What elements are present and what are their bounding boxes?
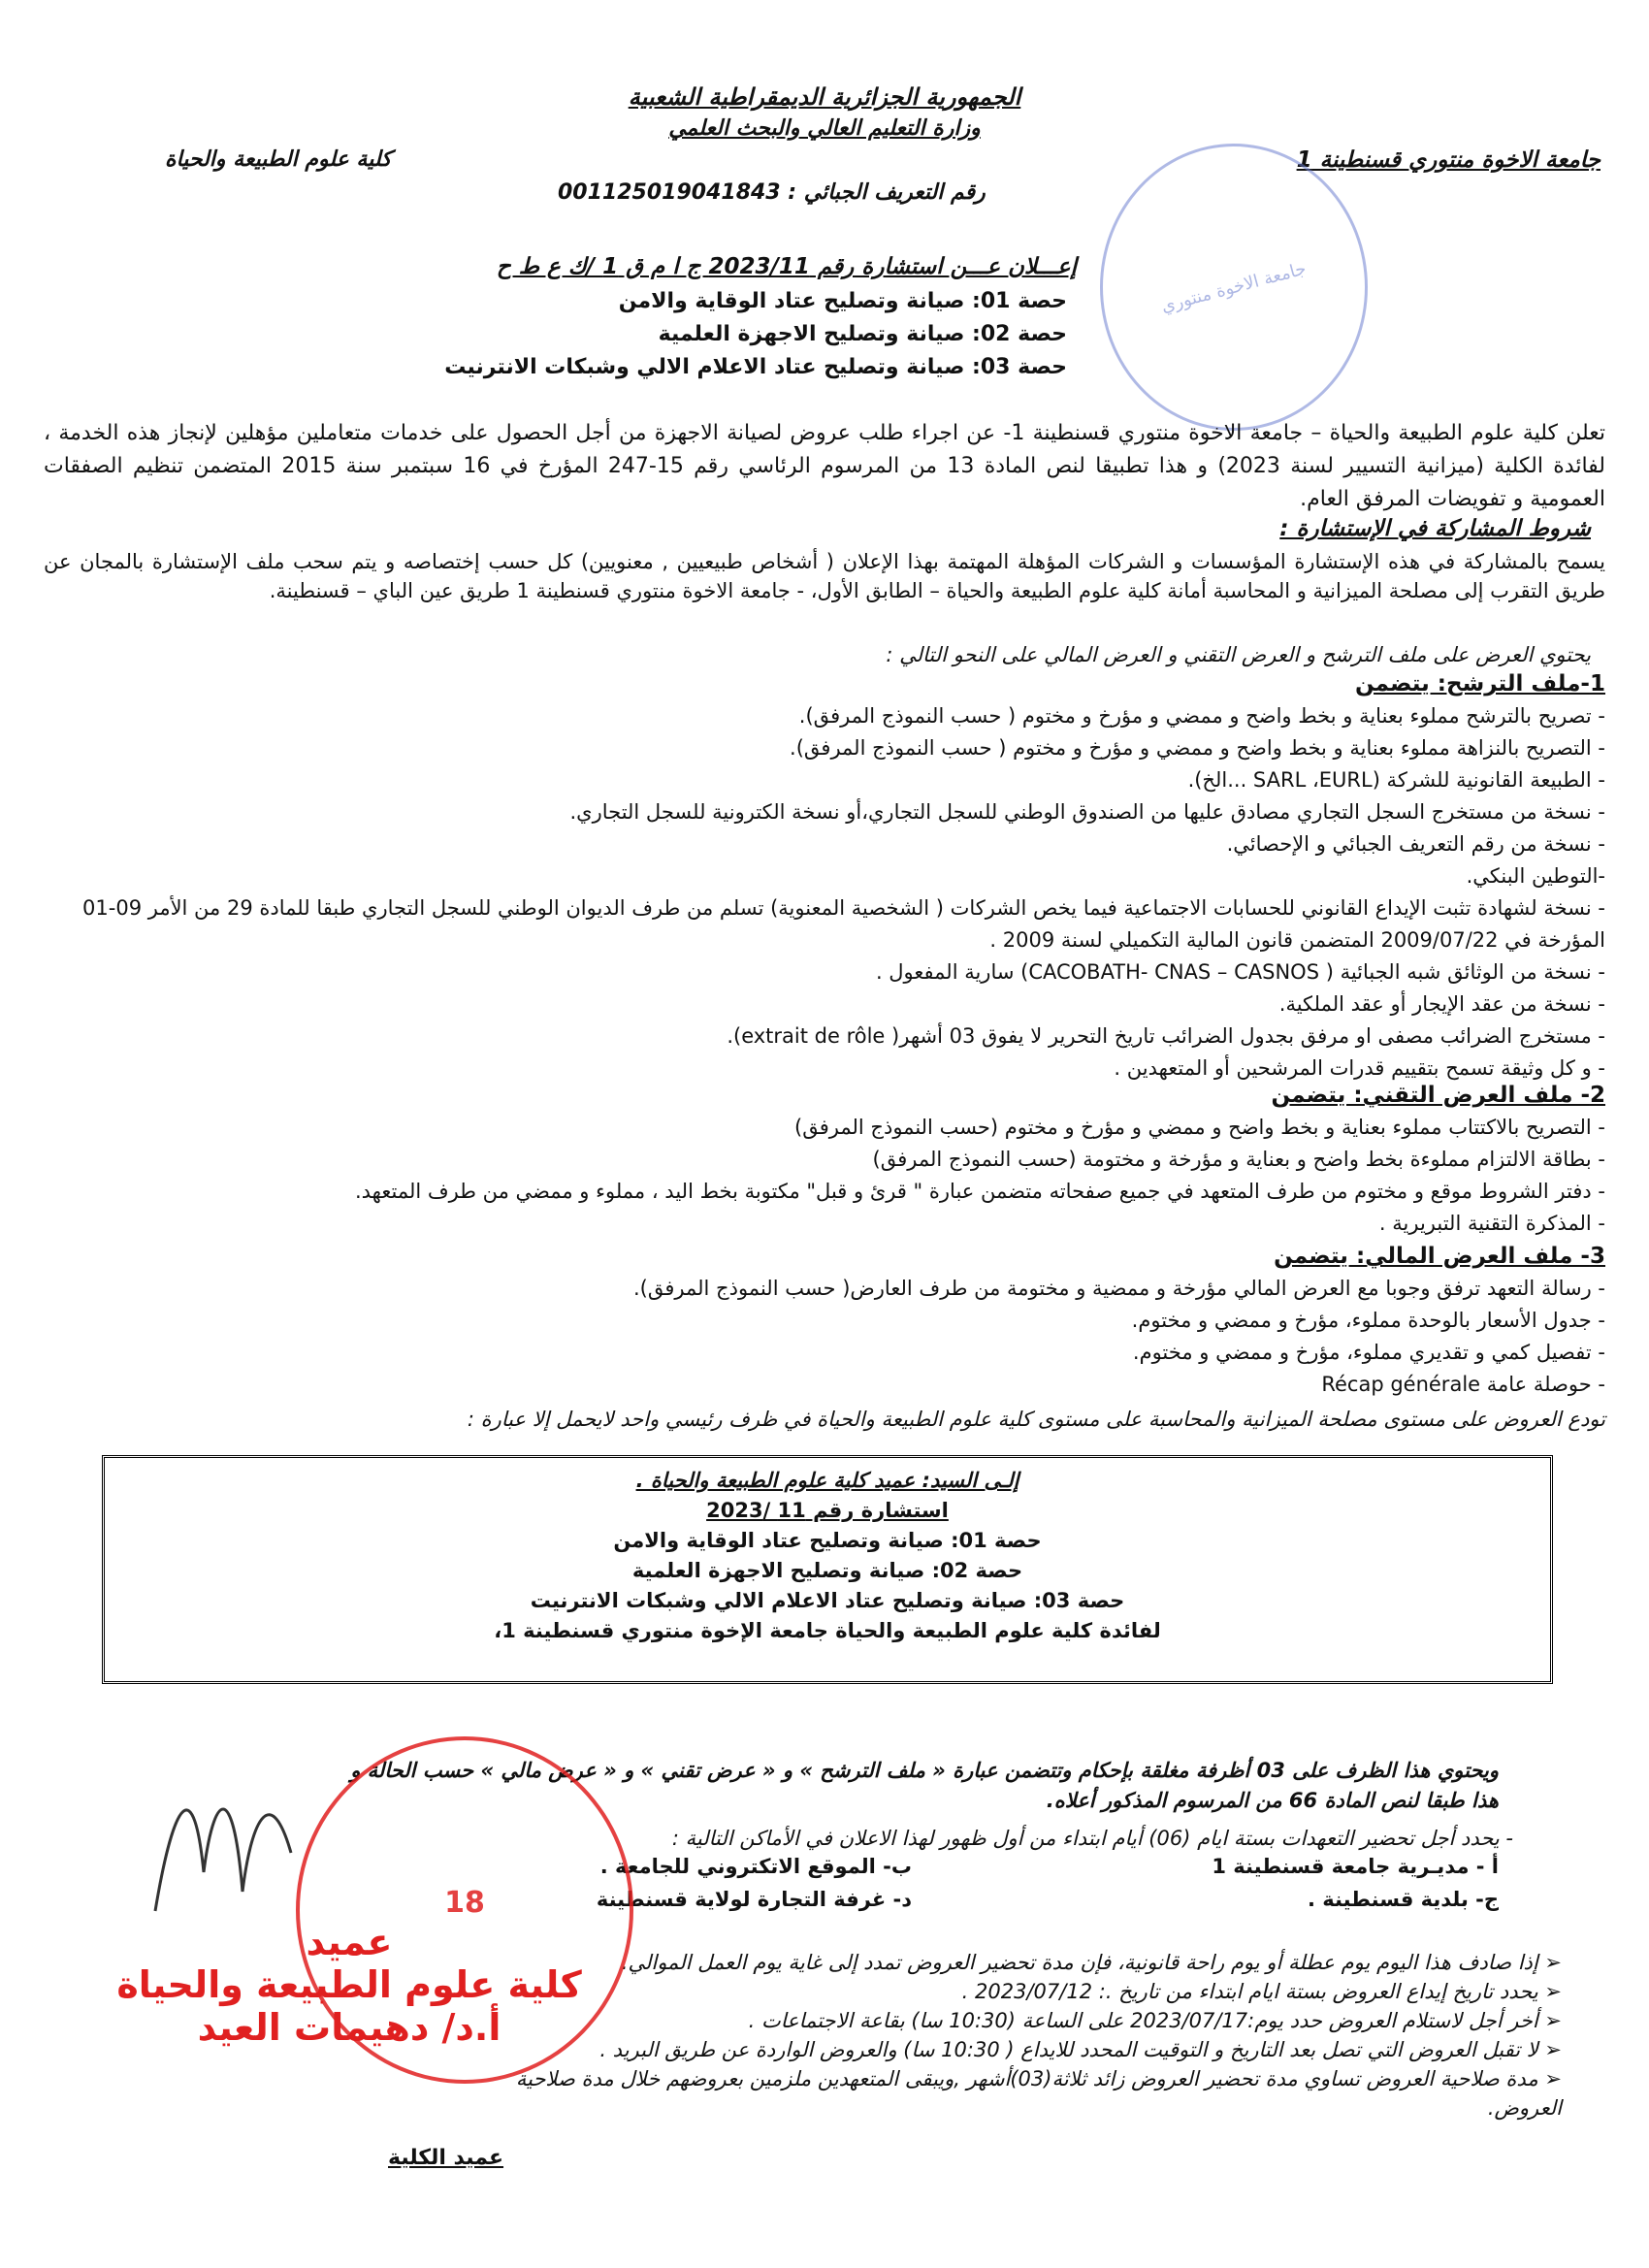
university-stamp-icon [1100, 144, 1368, 431]
list-item: - تصريح بالترشح مملوء بعناية و بخط واضح و ممضي و مؤرخ و مختوم ( حسب النموذج المرفق). [798, 704, 1605, 728]
lot-3: حصة 03: صيانة وتصليح عتاد الاعلام الالي وشبكات الانترنيت [444, 355, 1067, 379]
place-b: ب- الموقع الاتكتروني للجامعة . [599, 1855, 912, 1878]
list-item: ➢ إذا صادف هذا اليوم يوم عطلة أو يوم راحة قانونية، فإن مدة تحضير العروض تمدد إلى غاية يوم العمل الموالي. [621, 1951, 1562, 1974]
list-item: - نسخة من مستخرج السجل التجاري مصادق عليها من الصندوق الوطني للسجل التجاري،أو نسخة الكترونية للسجل التجاري. [569, 800, 1605, 824]
list-item: - بطاقة الالتزام مملوءة بخط واضح و بعناية و مؤرخة و مختومة (حسب النموذج المرفق) [872, 1148, 1605, 1171]
envelope-lot-3: حصة 03: صيانة وتصليح عتاد الاعلام الالي وشبكات الانترنيت [530, 1589, 1125, 1612]
faculty-name: كلية علوم الطبيعة والحياة [165, 147, 392, 172]
lot-2: حصة 02: صيانة وتصليح الاجهزة العلمية [658, 322, 1067, 346]
signature-title-red: عميد [306, 1921, 393, 1963]
list-item: - المذكرة التقنية التبريرية . [1378, 1212, 1605, 1235]
list-item: - نسخة من رقم التعريف الجبائي و الإحصائي. [1226, 832, 1605, 856]
list-item: - الطبيعة القانونية للشركة (SARL ،EURL ...الخ). [1187, 768, 1605, 792]
envelope-lot-1: حصة 01: صيانة وتصليح عتاد الوقاية والامن [613, 1529, 1042, 1552]
republic-title: الجمهورية الجزائرية الديمقراطية الشعبية [628, 83, 1021, 111]
envelope-box [102, 1455, 1553, 1684]
announcement-title: إعـــلان عـــن استشارة رقم 2023/11 ج ا م ق 1 /ك ع ط ح [496, 254, 1077, 279]
candidacy-heading: 1-ملف الترشح: يتضمن [1354, 671, 1605, 697]
list-item: - نسخة من عقد الإيجار أو عقد الملكية. [1278, 992, 1605, 1016]
university-name: جامعة الاخوة منتوري قسنطينة 1 [1296, 147, 1600, 173]
tax-id: رقم التعريف الجبائي : 001125019041843 [558, 180, 986, 205]
candidacy-list [44, 700, 1605, 1085]
list-item: ➢ أخر أجل لاستلام العروض حدد يوم:2023/07/17 على الساعة (10:30 سا) بقاعة الاجتماعات . [748, 2009, 1562, 2032]
lot-1: حصة 01: صيانة وتصليح عتاد الوقاية والامن [618, 289, 1067, 313]
list-item: - نسخة لشهادة تثبت الإيداع القانوني للحسابات الاجتماعية فيما يخص الشركات ( الشخصية المعنوية) تسلم من طرف الديوان الوطني للسجل التجاري طبقا للمادة 29 من الأمر 09-01 المؤرخة في 2009/07/22 المتضمن قانون المالية التكميلي لسنة 2009 . [82, 896, 1605, 952]
place-d: د- غرفة التجارة لولاية قسنطينة [596, 1888, 912, 1911]
list-item: -التوطين البنكي. [1466, 864, 1605, 888]
deadline-intro: - يحدد أجل تحضير التعهدات بستة ايام (06) أيام ابتداء من أول ظهور لهذا الاعلان في الأماكن التالية : [671, 1827, 1513, 1850]
envelope-beneficiary: لفائدة كلية علوم الطبيعة والحياة جامعة الإخوة منتوري قسنطينة 1، [494, 1619, 1161, 1642]
envelope-consultation: استشارة رقم 11 /2023 [706, 1499, 949, 1522]
financial-heading: 3- ملف العرض المالي: يتضمن [1274, 1244, 1605, 1269]
list-item: - نسخة من الوثائق شبه الجبائية ( CACOBATH- CNAS – CASNOS) سارية المفعول . [875, 960, 1605, 984]
envelope-lot-2: حصة 02: صيانة وتصليح الاجهزة العلمية [631, 1559, 1023, 1582]
signature-icon [136, 1756, 330, 1930]
stamp-number: 18 [444, 1886, 485, 1920]
signature-faculty-red: كلية علوم الطبيعة والحياة [116, 1963, 582, 2006]
offer-contents: يحتوي العرض على ملف الترشح و العرض التقني و العرض المالي على النحو التالي : [886, 643, 1591, 666]
list-item: - رسالة التعهد ترفق وجوبا مع العرض المالي مؤرخة و ممضية و مختومة من طرف العارض( حسب النموذج المرفق). [633, 1277, 1605, 1300]
list-item: ➢ لا تقبل العروض التي تصل بعد التاريخ و التوقيت المحدد للايداع ( 10:30 سا) والعروض الواردة عن طريق البريد . [599, 2038, 1562, 2061]
envelopes-note: ويحتوي هذا الظرف على 03 أظرفة مغلقة بإحكام وتتضمن عبارة « ملف الترشح » و « عرض تقني » و « عرض مالي » حسب الحالة و هذا طبقا لنص المادة 66 من المرسوم المذكور أعلاه. [350, 1759, 1499, 1812]
signature-name-red: أ.د/ دهيمات العيد [197, 2006, 501, 2049]
place-a: أ - مديـرية جامعة قسنطينة 1 [1212, 1855, 1499, 1878]
deposit-instructions: تودع العروض على مستوى مصلحة الميزانية والمحاسبة على مستوى كلية علوم الطبيعة والحياة في ظرف رئيسي واحد لايحمل إلا عبارة : [467, 1408, 1605, 1431]
ministry-title: وزارة التعليم العالي والبحث العلمي [668, 116, 981, 141]
dean-signature-block [39, 1921, 660, 2049]
list-item: - دفتر الشروط موقع و مختوم من طرف المتعهد في جميع صفحاته متضمن عبارة " قرئ و قبل" مكتوبة بخط اليد ، مملوء و ممضي من طرف المتعهد. [354, 1180, 1605, 1203]
dean-title: عميد الكلية [388, 2146, 504, 2170]
technical-heading: 2- ملف العرض التقني: يتضمن [1271, 1083, 1605, 1108]
envelope-recipient: إلـى السيد: عميد كلية علوم الطبيعة والحياة . [635, 1469, 1019, 1492]
list-item: - حوصلة عامة Récap générale [1321, 1373, 1605, 1396]
intro-paragraph: تعلن كلية علوم الطبيعة والحياة – جامعة الاخوة منتوري قسنطينة 1- عن اجراء طلب عروض لصيانة الاجهزة من أجل الحصول على خدمات متعاملين مؤهلين لإنجاز هذه الخدمة ، لفائدة الكلية (ميزانية التسيير لسنة 2023) و هذا تطبيقا لنص المادة 13 من المرسوم الرئاسي رقم 15-247 المؤرخ في 16 سبتمبر سنة 2015 المتضمن تنظيم الصفقات العمومية و تفويضات المرفق العام. [44, 421, 1605, 511]
list-item: - تفصيل كمي و تقديري مملوء، مؤرخ و ممضي و مختوم. [1132, 1341, 1605, 1364]
list-item: - جدول الأسعار بالوحدة مملوء، مؤرخ و ممضي و مختوم. [1131, 1309, 1605, 1332]
list-item: - التصريح بالنزاهة مملوء بعناية و بخط واضح و ممضي و مؤرخ و مختوم ( حسب النموذج المرفق). [790, 736, 1605, 760]
list-item: ➢ يحدد تاريخ إيداع العروض بستة ايام ابتداء من تاريخ .: 2023/07/12 . [961, 1980, 1562, 2003]
financial-list [44, 1273, 1605, 1401]
list-item: ➢ مدة صلاحية العروض تساوي مدة تحضير العروض زائد ثلاثة(03)أشهر ,ويبقى المتعهدين ملزمين بعروضهم خلال مدة صلاحية العروض. [515, 2067, 1562, 2120]
list-item: - التصريح بالاكتتاب مملوء بعناية و بخط واضح و ممضي و مؤرخ و مختوم (حسب النموذج المرفق) [794, 1116, 1605, 1139]
conditions-text: يسمح بالمشاركة في هذه الإستشارة المؤسسات و الشركات المؤهلة المهتمة بهذا الإعلان ( أشخاص طبيعيين , معنويين) كل حسب إختصاصه و يتم سحب ملف الإستشارة بالمجان عن طريق التقرب إلى مصلحة الميزانية و المحاسبة أمانة كلية علوم الطبيعة والحياة – الطابق الأول، - جامعة الاخوة منتوري قسنطينة 1 طريق عين الباي – قسنطينة. [44, 550, 1605, 602]
place-c: ج- بلدية قسنطينة . [1308, 1888, 1499, 1911]
conditions-heading: شروط المشاركة في الإستشارة : [1279, 516, 1591, 541]
list-item: - و كل وثيقة تسمح بتقييم قدرات المرشحين أو المتعهدين . [1114, 1056, 1605, 1080]
stamp-text: جامعة الاخوة منتوري [1159, 257, 1309, 317]
technical-list [44, 1112, 1605, 1240]
list-item: - مستخرج الضرائب مصفى او مرفق بجدول الضرائب تاريخ التحرير لا يفوق 03 أشهر( extrait de rôle). [727, 1024, 1605, 1048]
